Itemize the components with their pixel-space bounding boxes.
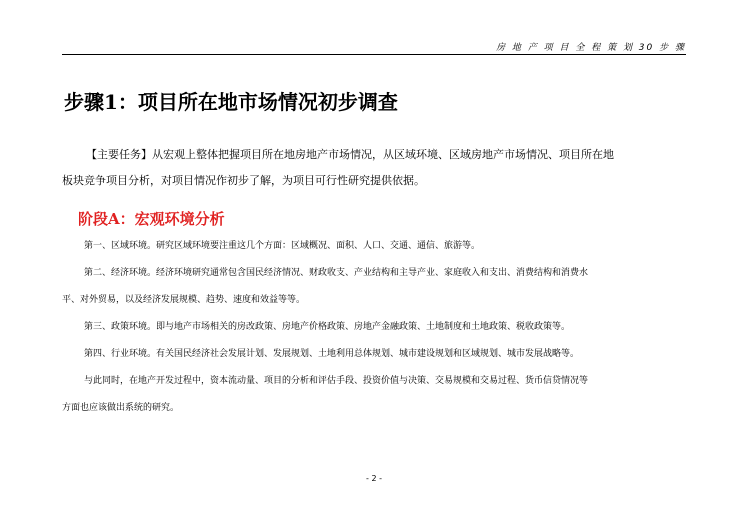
page-number: - 2 - [366,474,382,483]
running-header: 房 地 产 项 目 全 程 策 划 30 步 骤 [496,43,686,53]
paragraph-line: 平、对外贸易，以及经济发展规模、趋势、速度和效益等等。 [62,295,306,305]
paragraph-line: 第一、区域环境。研究区域环境要注重这几个方面：区域概况、面积、人口、交通、通信、旅游等。 [84,241,481,251]
paragraph-line: 第四、行业环境。有关国民经济社会发展计划、发展规划、土地利用总体规划、城市建设规划和区域规划、城市发展战略等。 [84,349,580,359]
paragraph-regional-environment [62,233,686,260]
main-task-line: 板块竞争项目分析，对项目情况作初步了解，为项目可行性研究提供依据。 [62,174,425,187]
main-task-paragraph [62,142,686,194]
paragraph-line: 方面也应该做出系统的研究。 [62,403,180,413]
paragraph-policy-environment [62,314,686,341]
step-title: 步骤1：项目所在地市场情况初步调查 [64,90,398,114]
paragraph-line: 第二、经济环境。经济环境研究通常包含国民经济情况、财政收支、产业结构和主导产业、家庭收入和支出、消费结构和消费水 [84,268,589,278]
paragraph-meanwhile [62,368,686,422]
header-divider [62,54,686,55]
main-task-line: 【主要任务】从宏观上整体把握项目所在地房地产市场情况，从区域环境、区域房地产市场情况、项目所在地 [86,148,614,161]
paragraph-line: 第三、政策环境。即与地产市场相关的房改政策、房地产价格政策、房地产金融政策、土地制度和土地政策、税收政策等。 [84,322,571,332]
paragraph-industry-environment [62,341,686,368]
paragraph-economic-environment [62,260,686,314]
paragraph-line: 与此同时，在地产开发过程中，资本流动量、项目的分析和评估手段、投资价值与决策、交易规模和交易过程、货币信贷情况等 [84,376,589,386]
stage-a-title: 阶段A：宏观环境分析 [78,210,225,228]
